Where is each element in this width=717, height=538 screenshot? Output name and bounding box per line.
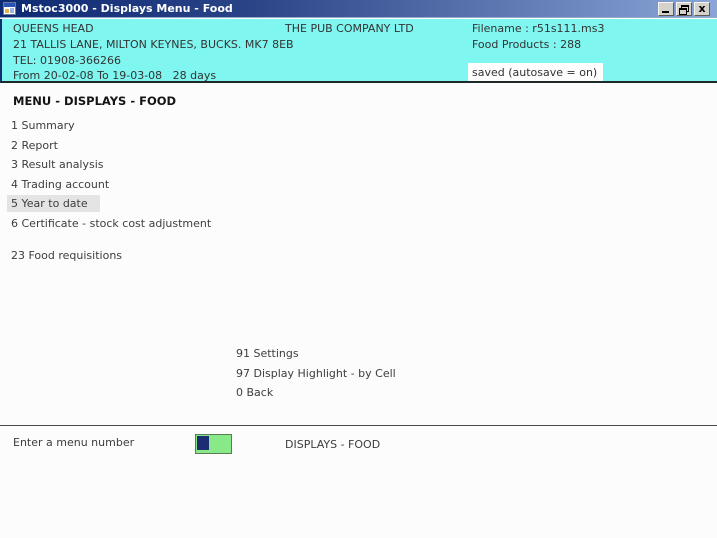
restore-icon-front [679,8,687,15]
app-icon-titlebar-stripe [4,3,15,7]
menu-item-certificate[interactable] [11,215,215,235]
menu-item-year-to-date[interactable] [11,195,215,215]
menu-list [11,117,215,235]
menu-item-summary[interactable] [11,117,215,137]
menu-item-label: 6 Certificate - stock cost adjustment [11,216,212,230]
close-icon: x [698,2,706,15]
prompt-label: Enter a menu number [13,436,135,449]
close-button[interactable] [694,2,710,16]
context-label: DISPLAYS - FOOD [285,438,381,451]
window-controls [658,2,710,16]
menu-item-trading-account[interactable] [11,176,215,196]
menu-footer-list [236,347,396,406]
page-title: MENU - DISPLAYS - FOOD [13,94,177,108]
venue-phone: TEL: 01908-366266 [13,54,121,67]
text-cursor [197,436,209,450]
app-icon-cell-blue [10,8,14,13]
menu-item-label: 3 Result analysis [11,158,104,172]
menu-item-result-analysis[interactable] [11,156,215,176]
minimize-icon [662,11,669,13]
app-icon [3,2,16,15]
menu-item-label: 1 Summary [11,119,75,132]
menu-item-label: 2 Report [11,138,58,152]
menu-item-food-requisitions[interactable]: 23 Food requisitions [11,249,123,262]
menu-number-input[interactable] [195,434,232,454]
menu-item-settings[interactable]: 91 Settings [236,347,299,360]
stock-period: From 20-02-08 To 19-03-08 28 days [13,69,217,82]
info-header [0,19,717,83]
food-products-count: Food Products : 288 [472,38,582,51]
menu-item-display-highlight[interactable]: 97 Display Highlight - by Cell [236,366,396,380]
menu-item-back[interactable]: 0 Back [236,386,274,400]
menu-item-label: 5 Year to date [7,195,100,212]
menu-item-report[interactable] [11,137,215,157]
save-status-badge [468,63,603,81]
menu-screen [0,85,717,538]
title-bar[interactable] [0,0,717,18]
window-title: Mstoc3000 - Displays Menu - Food [21,2,233,15]
app-icon-cell-yellow [5,9,9,13]
minimize-button[interactable] [658,2,674,16]
company-name: THE PUB COMPANY LTD [285,22,414,35]
menu-item-label: 4 Trading account [11,177,110,191]
save-status-text: saved (autosave = on) [472,66,598,79]
venue-name: QUEENS HEAD [13,22,94,35]
prompt-divider [0,425,717,426]
filename-label: Filename : r51s111.ms3 [472,22,605,35]
restore-button[interactable] [676,2,692,16]
venue-address: 21 TALLIS LANE, MILTON KEYNES, BUCKS. MK7 8EB [13,38,294,51]
